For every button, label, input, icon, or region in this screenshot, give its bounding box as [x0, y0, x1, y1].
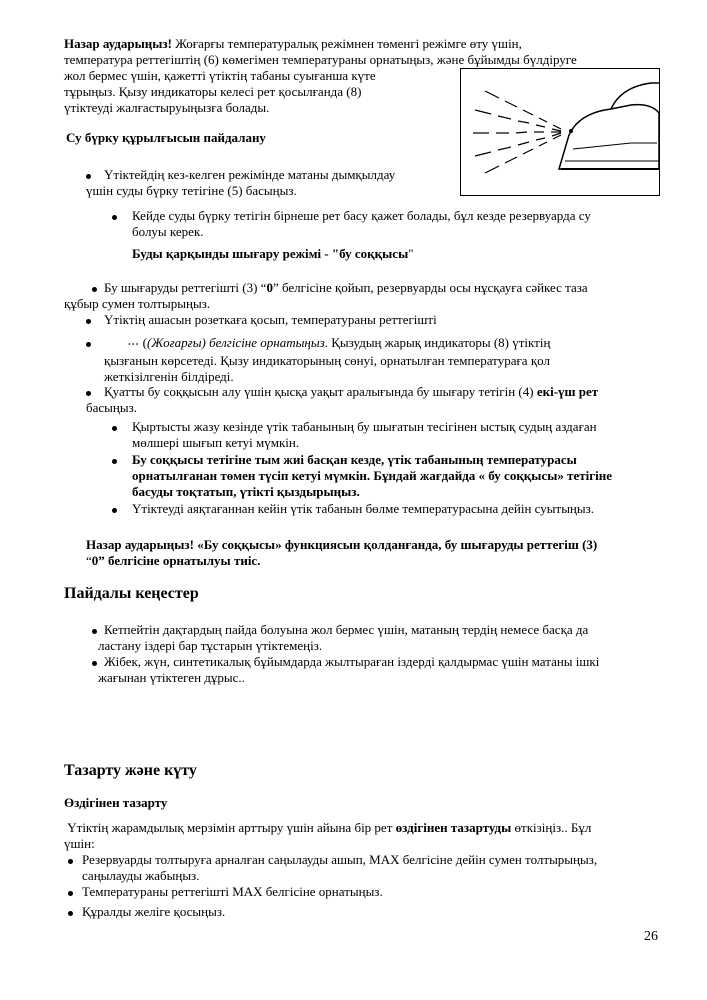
- bullet-icon: [112, 215, 117, 220]
- bullet-icon: [92, 287, 97, 292]
- tips-bullet-1: Кетпейтін дақтардың пайда болуына жол бермес үшін, матаның тердің немесе басқа да: [104, 622, 589, 637]
- page-number: 26: [644, 929, 658, 944]
- steam-sub-bullet-1: Қыртысты жазу кезінде үтік табанының бу шығатын тесігінен ыстық судың аздаған мөлшері шығып кетуі мүмкін.: [132, 419, 597, 450]
- steam-bullet-1-cont: құбыр сумен толтырыңыз.: [64, 296, 211, 311]
- steam-bullet-4-cont: басыңыз.: [86, 400, 137, 415]
- clean-bullet-2: Температураны реттегішті MAX белгісіне орнатыңыз.: [82, 884, 383, 899]
- spray-bullet-1: Үтіктейдің кез-келген режімінде матаны дымқылдау: [104, 167, 396, 182]
- clean-bullet-3: Құралды желіге қосыңыз.: [82, 904, 226, 919]
- steam-bullet-2: Үтіктің ашасын розеткаға қосып, температураны реттегішті: [104, 312, 437, 327]
- bullet-icon: [92, 661, 97, 666]
- spray-bullet-2: Кейде суды бүрку тетігін бірнеше рет басу қажет болады, бұл кезде резервуарда су болуы керек.: [132, 208, 591, 239]
- steam-bullet-4: Қуатты бу соққысын алу үшін қысқа уақыт аралығында бу шығару тетігін (4) екі-үш рет: [104, 384, 599, 399]
- bullet-icon: [86, 342, 91, 347]
- steam-bullet-3: ••• ((Жоғарғы) белгісіне орнатыңыз. Қызудың жарық индикаторы (8) үтіктің қызғанын көрсетеді. Қызу индикаторының сөнуі, орнатылған температураға қол жеткізілгенін білдіреді.: [104, 335, 551, 384]
- steam-sub-bullet-3: Үтіктеуді аяқтағаннан кейін үтік табанын бөлме температурасына дейін суытыңыз.: [132, 501, 595, 516]
- bullet-icon: [86, 174, 91, 179]
- iron-spray-illustration: [460, 68, 660, 196]
- self-clean-heading: Өздігінен тазарту: [64, 795, 168, 810]
- tips-bullet-2-cont: жағынан үтіктеген дұрыс..: [98, 670, 245, 685]
- dots-icon: •••: [128, 340, 140, 349]
- bullet-icon: [112, 426, 117, 431]
- iron-spray-icon: [461, 69, 659, 195]
- bullet-icon: [68, 891, 73, 896]
- tips-bullet-1-cont: ластану іздері бар тұстарын үтіктемеңіз.: [98, 638, 323, 653]
- spray-heading: Су бүрку құрылғысын пайдалану: [66, 130, 266, 145]
- steam-heading: Буды қарқынды шығару режімі - "бу соққысы": [132, 246, 414, 261]
- clean-bullet-1: Резервуарды толтыруға арналған саңылауды ашып, MAX белгісіне дейін сумен толтырыңыз, саңылауды жабыңыз.: [82, 852, 598, 883]
- cleaning-heading: Тазарту және күту: [64, 762, 197, 779]
- bullet-icon: [112, 508, 117, 513]
- bullet-icon: [92, 629, 97, 634]
- bullet-icon: [86, 391, 91, 396]
- warning-paragraph: Назар аударыңыз! Жоғарғы температуралық режімнен төменгі режімге өту үшін, температура реттегіштің (6) көмегімен температураны орнатыңыз, және бұйымды бүлдіруге жол бермес үшін, қажетті үтіктің табаны суығанша күте тұрыңыз. Қызу индикаторы келесі рет қосылғанда (8) үтіктеуді жалғастыруыңызға болады.: [64, 36, 577, 115]
- bullet-icon: [112, 459, 117, 464]
- bullet-icon: [68, 859, 73, 864]
- tips-heading: Пайдалы кеңестер: [64, 585, 199, 602]
- clean-intro: Үтіктің жарамдылық мерзімін арттыру үшін айына бір рет өздігінен тазартуды өткізіңіз.. Бұл үшін:: [64, 820, 592, 851]
- tips-bullet-2: Жібек, жүн, синтетикалық бұйымдарда жылтыраған іздерді қалдырмас үшін матаны ішкі: [104, 654, 600, 669]
- bullet-icon: [68, 911, 73, 916]
- steam-bullet-1: Бу шығаруды реттегішті (3) “0” белгісіне қойып, резервуарды осы нұсқауға сәйкес таза: [104, 280, 588, 295]
- warning-lead: Назар аударыңыз!: [64, 36, 172, 51]
- bullet-icon: [86, 319, 91, 324]
- steam-sub-bullet-2: Бу соққысы тетігіне тым жиі басқан кезде, үтік табанының температурасы орнатылғанан төмен түсіп кетуі мүмкін. Бұндай жағдайда « бу соққысы» тетігіне басуды тоқтатып, үтікті қыздырыңыз.: [132, 452, 613, 499]
- spray-bullet-1-cont: үшін суды бүрку тетігіне (5) басыңыз.: [86, 183, 297, 198]
- steam-note: Назар аударыңыз! «Бу соққысы» функциясын қолданғанда, бу шығаруды реттегіш (3) “0” белгісіне орнатылуы тиіс.: [86, 537, 598, 568]
